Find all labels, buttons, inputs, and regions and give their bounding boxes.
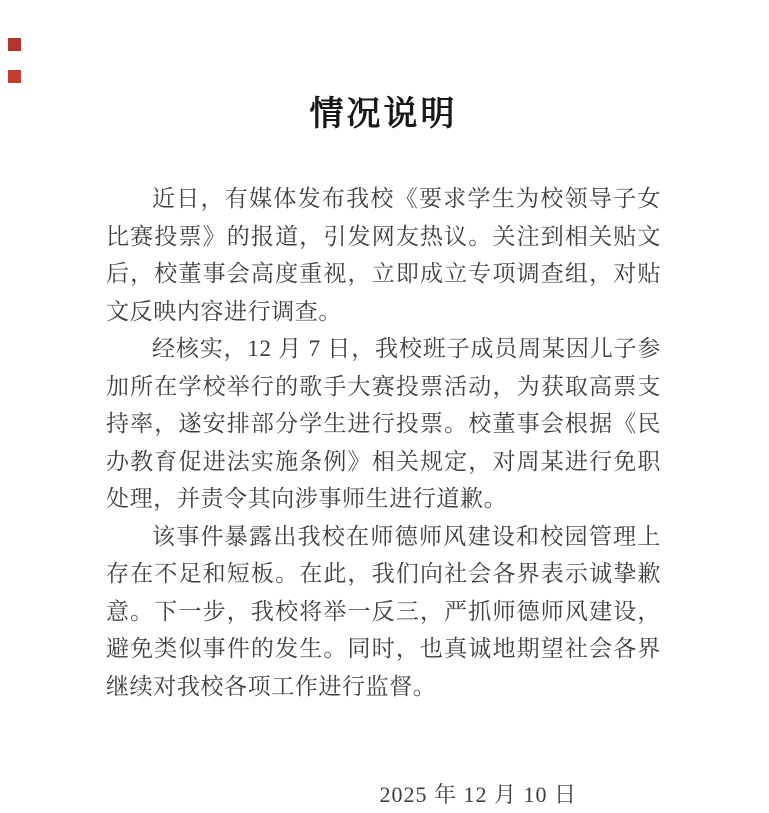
red-marker-icon: [8, 70, 21, 83]
document-date: 2025 年 12 月 10 日: [379, 782, 577, 807]
red-marker-icon: [8, 38, 21, 51]
paragraph-apology: 该事件暴露出我校在师德师风建设和校园管理上存在不足和短板。在此，我们向社会各界表示诚挚歉意。下一步，我校将举一反三，严抓师德师风建设，避免类似事件的发生。同时，也真诚地期望社会各界继续对我校各项工作进行监督。: [106, 523, 661, 699]
document-body: [106, 180, 661, 705]
document-title: 情况说明: [309, 94, 458, 134]
corner-markers: [8, 38, 22, 84]
paragraph-incident-report: 近日，有媒体发布我校《要求学生为校领导子女比赛投票》的报道，引发网友热议。关注到相关贴文后，校董事会高度重视，立即成立专项调查组，对贴文反映内容进行调查。: [106, 186, 661, 324]
paragraph-investigation-result: 经核实，12 月 7 日，我校班子成员周某因儿子参加所在学校举行的歌手大赛投票活动，为获取高票支持率，遂安排部分学生进行投票。校董事会根据《民办教育促进法实施条例》相关规定，对周某进行免职处理，并责令其向涉事师生进行道歉。: [106, 336, 661, 511]
